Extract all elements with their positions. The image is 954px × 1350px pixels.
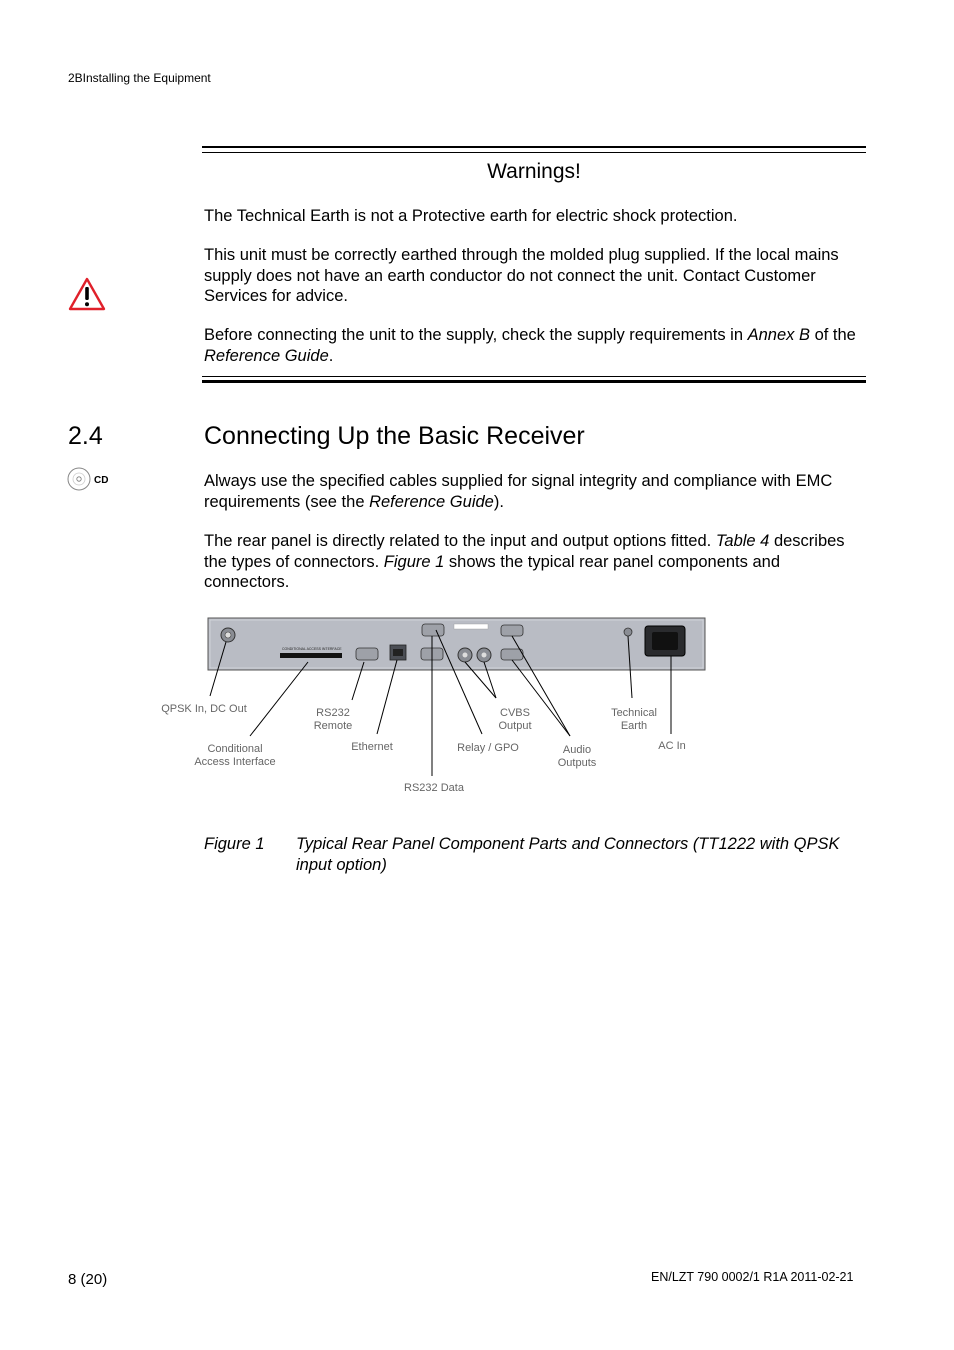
cd-icon: [67, 466, 111, 492]
reference-guide-link: Reference Guide: [204, 346, 329, 365]
label-conditional-access-interface: Conditional Access Interface: [194, 743, 276, 768]
label-relay-gpo: Relay / GPO: [457, 742, 519, 754]
label-qpsk-in-dc-out: QPSK In, DC Out: [161, 703, 247, 715]
svg-text:CD: CD: [94, 475, 109, 486]
label-rs232-data: RS232 Data: [404, 782, 464, 794]
warning-paragraph-1: The Technical Earth is not a Protective earth for electric shock protection.: [204, 207, 738, 225]
label-ethernet: Ethernet: [351, 741, 393, 753]
warning-top-rule-thin: [202, 152, 866, 153]
reference-guide-link: Reference Guide: [369, 492, 494, 511]
figure-caption-text: Typical Rear Panel Component Parts and Connectors (TT1222 with QPSK input option): [296, 835, 840, 874]
running-header: 2BInstalling the Equipment: [68, 71, 211, 85]
section-paragraph-2: The rear panel is directly related to the input and output options fitted. Table 4 describes the types of connectors. Figure 1 shows the typical rear panel components and connectors.: [204, 532, 845, 591]
warning-paragraph-2: This unit must be correctly earthed through the molded plug supplied. If the local mains supply does not have an earth conductor do not connect the unit. Contact Customer Services for advice.: [204, 246, 839, 305]
svg-text:CONDITIONAL ACCESS INTERFACE: CONDITIONAL ACCESS INTERFACE: [282, 647, 342, 651]
label-ac-in: AC In: [658, 740, 686, 752]
document-id: EN/LZT 790 0002/1 R1A 2011-02-21: [651, 1270, 854, 1284]
warning-bottom-rule-thin: [202, 376, 866, 377]
table-reference: Table 4: [715, 532, 770, 550]
page-number: 8 (20): [68, 1271, 108, 1288]
annex-reference: Annex B: [747, 326, 810, 344]
warning-top-rule-thick: [202, 146, 866, 148]
label-technical-earth: Technical Earth: [611, 707, 657, 732]
warning-triangle-icon: [67, 276, 107, 312]
section-number: 2.4: [68, 422, 103, 450]
warning-paragraph-3: Before connecting the unit to the supply, check the supply requirements in Annex B of the Reference Guide.: [204, 326, 856, 365]
label-audio-outputs: Audio Outputs: [557, 744, 597, 769]
warning-title: Warnings!: [487, 160, 581, 183]
figure-caption-number: Figure 1: [204, 835, 265, 853]
label-cvbs-output: CVBS Output: [498, 707, 532, 732]
figure-reference: Figure 1: [383, 552, 445, 571]
warning-bottom-rule-thick: [202, 380, 866, 383]
label-rs232-remote: RS232 Remote: [313, 707, 353, 732]
section-title: Connecting Up the Basic Receiver: [204, 422, 585, 450]
section-paragraph-1: Always use the specified cables supplied for signal integrity and compliance with EMC requirements (see the Reference Guide).: [204, 472, 833, 511]
